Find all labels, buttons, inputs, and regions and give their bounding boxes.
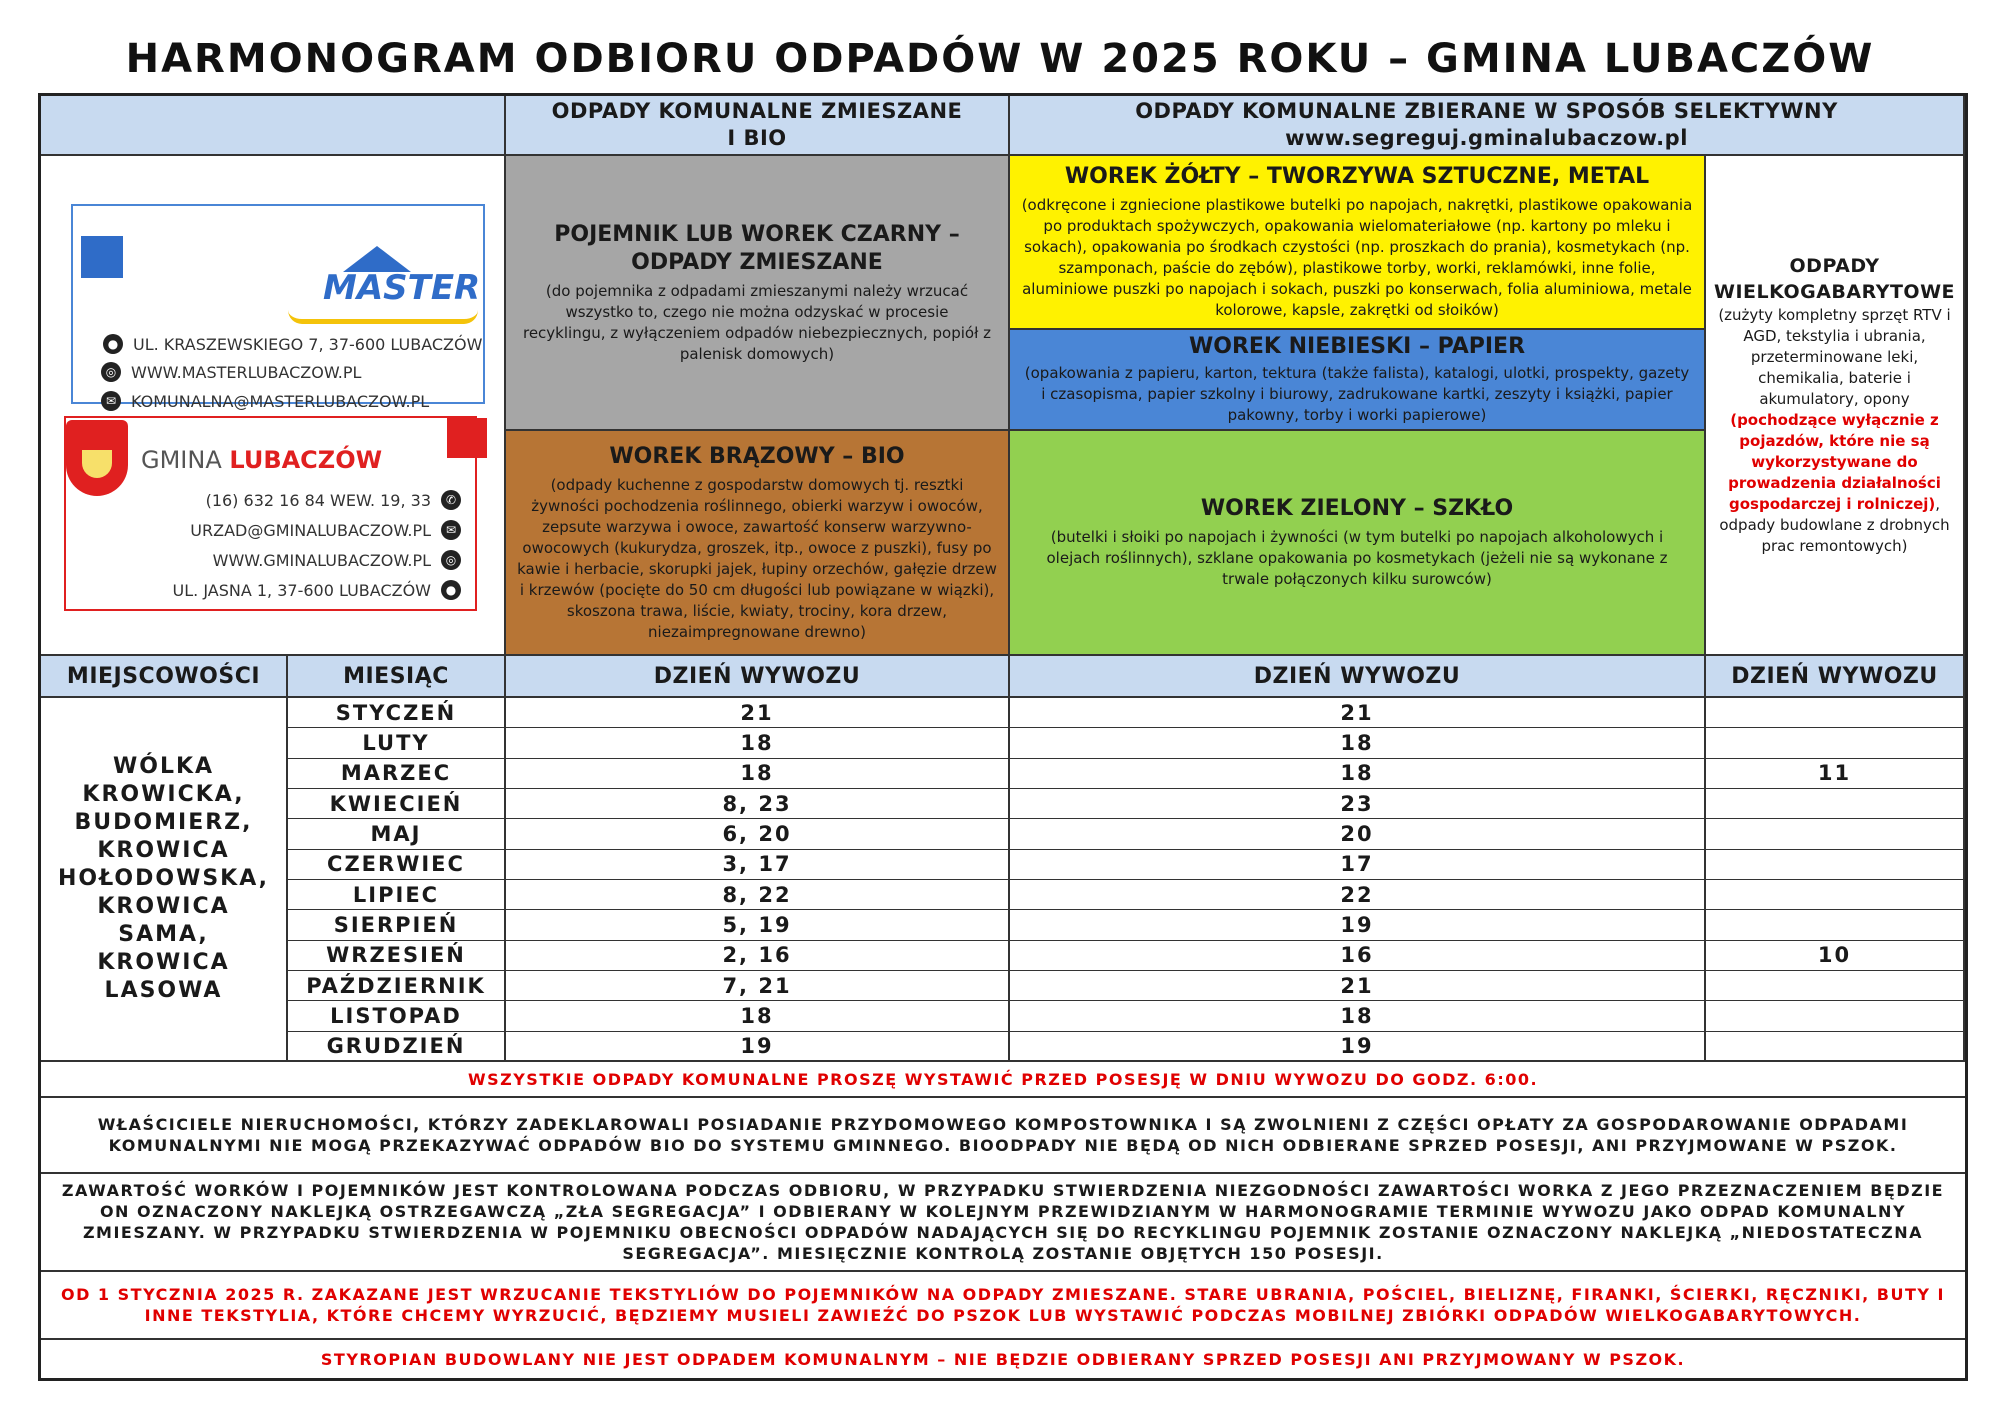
master-email[interactable]: ✉ KOMUNALNA@MASTERLUBACZOW.PL [101, 391, 429, 411]
month-cell: SIERPIEŃ [288, 910, 506, 940]
bulky-day-cell [1706, 971, 1965, 1001]
selective-day-cell: 23 [1010, 789, 1706, 819]
note-textiles: OD 1 STYCZNIA 2025 R. ZAKAZANE JEST WRZUCANIE TEKSTYLIÓW DO POJEMNIKÓW NA ODPADY ZMIESZANE. STARE UBRANIA, POŚCIEL, BIELIZNĘ, FIRANKI, ŚCIERKI, RĘCZNIKI, BUTY I INNE TEKSTYLIA, KTÓRE CHCEMY WYRZUCIĆ, BĘDZIEMY MUSIELI ZAWIEŹĆ DO PSZOK LUB WYSTAWIĆ PODCZAS MOBILNEJ ZBIÓRKI ODPADÓW WIELKOGABARYTOWYCH. [41, 1272, 1965, 1340]
logo-swoosh [288, 310, 478, 324]
month-cell: MAJ [288, 819, 506, 849]
bulky-waste-panel: ODPADY WIELKOGABARYTOWE (zużyty kompletny sprzęt RTV i AGD, tekstylia i ubrania, przeterminowane leki, chemikalia, baterie i akumulatory, opony (pochodzące wyłącznie z pojazdów, które nie są wykorzystywane do prowadzenia działalności gospodarczej i rolniczej), odpady budowlane z drobnych prac remontowych) [1706, 156, 1965, 656]
bulky-day-cell [1706, 1001, 1965, 1031]
selective-day-cell: 17 [1010, 850, 1706, 880]
mixed-day-cell: 18 [506, 1001, 1010, 1031]
yellow-bag-panel: WOREK ŻÓŁTY – TWORZYWA SZTUCZNE, METAL (odkręcone i zgniecione plastikowe butelki po napojach, nakrętki, plastikowe opakowania po produktach spożywczych, opakowania wielomateriałowe (np. kartony po mleku i sokach), opakowania po środkach czystości (np. proszkach do prania), kosmetykach (np. szamponach, paście do zębów), plastikowe torby, worki, reklamówki, inne folie, aluminiowe puszki po napojach i sokach, puszki po konserwach, folia aluminiowa, metale kolorowe, kapsle, zakrętki od słoików) [1010, 156, 1706, 330]
mixed-day-cell: 21 [506, 698, 1010, 728]
selective-day-cell: 18 [1010, 1001, 1706, 1031]
gmina-square [447, 418, 487, 458]
selective-day-cell: 20 [1010, 819, 1706, 849]
mixed-day-cell: 18 [506, 728, 1010, 758]
mail-icon: ✉ [441, 520, 461, 540]
mixed-day-cell: 7, 21 [506, 971, 1010, 1001]
month-cell: WRZESIEŃ [288, 941, 506, 971]
mixed-day-cell: 8, 23 [506, 789, 1010, 819]
header-mixed: ODPADY KOMUNALNE ZMIESZANE I BIO [506, 96, 1010, 156]
selective-day-cell: 18 [1010, 759, 1706, 789]
mixed-day-cell: 6, 20 [506, 819, 1010, 849]
month-cell: KWIECIEŃ [288, 789, 506, 819]
gmina-address: UL. JASNA 1, 37-600 LUBACZÓW ● [173, 580, 461, 600]
col-day-selective: DZIEŃ WYWOZU [1010, 656, 1706, 698]
month-cell: LUTY [288, 728, 506, 758]
month-cell: PAŹDZIERNIK [288, 971, 506, 1001]
mixed-day-cell: 2, 16 [506, 941, 1010, 971]
bulky-day-cell [1706, 850, 1965, 880]
bulky-day-cell [1706, 819, 1965, 849]
selective-day-cell: 22 [1010, 880, 1706, 910]
master-address: ● UL. KRASZEWSKIEGO 7, 37-600 LUBACZÓW [103, 334, 482, 354]
globe-icon: ◎ [101, 362, 121, 382]
col-places: MIEJSCOWOŚCI [41, 656, 288, 698]
gmina-logo-text: GMINA LUBACZÓW [141, 446, 383, 474]
col-day-bulky: DZIEŃ WYWOZU [1706, 656, 1965, 698]
header-selective: ODPADY KOMUNALNE ZBIERANE W SPOSÓB SELEKTYWNY www.segreguj.gminalubaczow.pl [1010, 96, 1965, 156]
master-square [81, 236, 123, 278]
bulky-day-cell: 11 [1706, 759, 1965, 789]
bulky-day-cell [1706, 910, 1965, 940]
selective-day-cell: 19 [1010, 910, 1706, 940]
brown-bag-panel: WOREK BRĄZOWY – BIO (odpady kuchenne z gospodarstw domowych tj. resztki żywności pochodzenia roślinnego, obierki warzyw i owoców, zepsute warzywa i owoce, zawartość konserw warzywno-owocowych (kukurydza, groszek, itp., owoce z puszki), fusy po kawie i herbacie, skorupki jajek, łupiny orzechów, gałęzie drzew i krzewów (pocięte do 50 cm długości lub powiązane w wiązki), skoszona trawa, liście, kwiaty, trociny, kora drzew, niezaimpregnowane drewno) [506, 431, 1010, 656]
mail-icon: ✉ [101, 391, 121, 411]
places-cell: WÓLKA KROWICKA, BUDOMIERZ, KROWICA HOŁODOWSKA, KROWICA SAMA, KROWICA LASOWA [41, 698, 288, 1062]
month-cell: CZERWIEC [288, 850, 506, 880]
blue-bag-panel: WOREK NIEBIESKI – PAPIER (opakowania z papieru, karton, tektura (także falista), katalogi, ulotki, prospekty, gazety i czasopisma, papier szkolny i biurowy, zadrukowane kartki, zeszyty i książki, papier pakowny, torby i worki papierowe) [1010, 330, 1706, 431]
note-styrofoam: STYROPIAN BUDOWLANY NIE JEST ODPADEM KOMUNALNYM – NIE BĘDZIE ODBIERANY SPRZED POSESJI ANI PRZYJMOWANY W PSZOK. [320, 1349, 1686, 1369]
gmina-website[interactable]: WWW.GMINALUBACZOW.PL ◎ [213, 550, 461, 570]
gmina-phone: (16) 632 16 84 WEW. 19, 33 ✆ [206, 490, 461, 510]
header-empty [41, 96, 506, 156]
location-icon: ● [103, 334, 123, 354]
crest-icon [66, 420, 128, 496]
master-website[interactable]: ◎ WWW.MASTERLUBACZOW.PL [101, 362, 361, 382]
contact-area [41, 156, 506, 656]
bulky-day-cell [1706, 698, 1965, 728]
month-cell: LIPIEC [288, 880, 506, 910]
bulky-day-cell [1706, 728, 1965, 758]
note-composting: WŁAŚCICIELE NIERUCHOMOŚCI, KTÓRZY ZADEKLAROWALI POSIADANIE PRZYDOMOWEGO KOMPOSTOWNIKA I SĄ ZWOLNIENI Z CZĘŚCI OPŁATY ZA GOSPODAROWANIE ODPADAMI KOMUNALNYMI NIE MOGĄ PRZEKAZYWAĆ ODPADÓW BIO DO SYSTEMU GMINNEGO. BIOODPADY NIE BĘDĄ OD NICH ODBIERANE SPRZED POSESJI, ANI PRZYJMOWANE W PSZOK. [41, 1098, 1965, 1174]
location-icon: ● [441, 580, 461, 600]
selective-day-cell: 21 [1010, 971, 1706, 1001]
black-bin-panel: POJEMNIK LUB WOREK CZARNY – ODPADY ZMIESZANE (do pojemnika z odpadami zmieszanymi należy wrzucać wszystko to, czego nie można odzyskać w procesie recyklingu, z wyłączeniem odpadów niebezpiecznych, popiół z palenisk domowych) [506, 156, 1010, 431]
globe-icon: ◎ [441, 550, 461, 570]
gmina-email[interactable]: URZAD@GMINALUBACZOW.PL ✉ [190, 520, 461, 540]
bulky-day-cell [1706, 1032, 1965, 1062]
month-cell: MARZEC [288, 759, 506, 789]
selective-day-cell: 18 [1010, 728, 1706, 758]
month-cell: LISTOPAD [288, 1001, 506, 1031]
bulky-day-cell: 10 [1706, 941, 1965, 971]
page-title: HARMONOGRAM ODBIORU ODPADÓW W 2025 ROKU – GMINA LUBACZÓW [125, 36, 1875, 82]
selective-day-cell: 16 [1010, 941, 1706, 971]
month-cell: STYCZEŃ [288, 698, 506, 728]
bulky-day-cell [1706, 789, 1965, 819]
note-inspection: ZAWARTOŚĆ WORKÓW I POJEMNIKÓW JEST KONTROLOWANA PODCZAS ODBIORU, W PRZYPADKU STWIERDZENIA NIEZGODNOŚCI ZAWARTOŚCI WORKA Z JEGO PRZEZNACZENIEM BĘDZIE ON OZNACZONY NAKLEJKĄ OSTRZEGAWCZĄ „ZŁA SEGREGACJA” I ODBIERANY W KOLEJNYM PRZEWIDZIANYM W HARMONOGRAMIE TERMINIE WYWOZU JAKO ODPAD KOMUNALNY ZMIESZANY. W PRZYPADKU STWIERDZENIA W POJEMNIKU OBECNOŚCI ODPADÓW NADAJĄCYCH SIĘ DO RECYKLINGU POJEMNIK ZOSTANIE OZNACZONY NAKLEJKĄ „NIEDOSTATECZNA SEGREGACJA”. MIESIĘCZNIE KONTROLĄ ZOSTANIE OBJĘTYCH 150 POSESJI. [41, 1174, 1965, 1272]
note-deadline: WSZYSTKIE ODPADY KOMUNALNE PROSZĘ WYSTAWIĆ PRZED POSESJĘ W DNIU WYWOZU DO GODZ. 6:00. [41, 1062, 1965, 1098]
mixed-day-cell: 5, 19 [506, 910, 1010, 940]
col-month: MIESIĄC [288, 656, 506, 698]
mixed-day-cell: 8, 22 [506, 880, 1010, 910]
bulky-day-cell [1706, 880, 1965, 910]
segreguj-link[interactable]: www.segreguj.gminalubaczow.pl [1285, 126, 1688, 150]
mixed-day-cell: 19 [506, 1032, 1010, 1062]
master-logo: MASTER [323, 268, 481, 308]
mixed-day-cell: 18 [506, 759, 1010, 789]
gmina-card [64, 416, 477, 611]
month-cell: GRUDZIEŃ [288, 1032, 506, 1062]
phone-icon: ✆ [441, 490, 461, 510]
mixed-day-cell: 3, 17 [506, 850, 1010, 880]
col-day-mixed: DZIEŃ WYWOZU [506, 656, 1010, 698]
selective-day-cell: 21 [1010, 698, 1706, 728]
selective-day-cell: 19 [1010, 1032, 1706, 1062]
green-bag-panel: WOREK ZIELONY – SZKŁO (butelki i słoiki po napojach i żywności (w tym butelki po napojach alkoholowych i olejach roślinnych), szklane opakowania po kosmetykach (jeżeli nie są wykonane z trwale połączonych kilku surowców) [1010, 431, 1706, 656]
schedule-frame [38, 93, 1968, 1381]
